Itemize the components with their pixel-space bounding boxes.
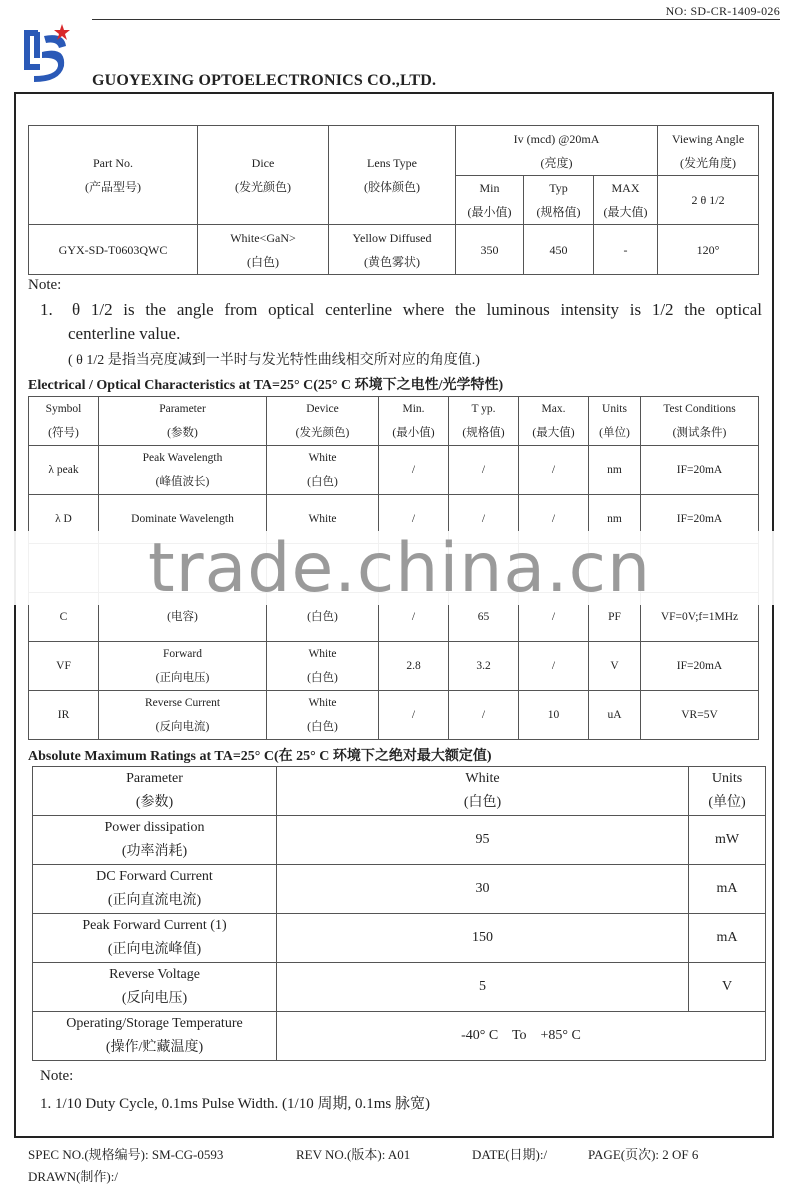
note-line-1: θ 1/2 is the angle from optical centerline where the luminous intensity is 1/2 the optical xyxy=(72,300,762,319)
t2-cell: Reverse Current (反向电流) xyxy=(99,691,267,740)
th-parameter: Parameter (参数) xyxy=(33,767,277,816)
t3-param-cell: Power dissipation (功率消耗) xyxy=(33,816,277,865)
footer-spec-no: SPEC NO.(规格编号): SM-CG-0593 xyxy=(28,1147,224,1162)
t3-unit-cell: mW xyxy=(689,816,766,865)
t2-cell: / xyxy=(519,495,589,544)
th-lens: Lens Type (胶体颜色) xyxy=(329,126,456,225)
t2-cell: V xyxy=(589,642,641,691)
t2-cell: 3.2 xyxy=(449,642,519,691)
t3-value-cell: -40° C To +85° C xyxy=(277,1012,766,1061)
t2-header-cell: Device (发光颜色) xyxy=(267,397,379,446)
t2-cell: / xyxy=(449,446,519,495)
t2-cell: λ D xyxy=(29,495,99,544)
footer-drawn: DRAWN(制作):/ xyxy=(28,1169,118,1184)
t2-cell: / xyxy=(519,593,589,642)
footer-date: DATE(日期):/ xyxy=(472,1147,548,1162)
th-iv: Iv (mcd) @20mA (亮度) xyxy=(456,126,658,176)
t2-cell: Peak Wavelength (峰值波长) xyxy=(99,446,267,495)
t3-param-cell: Operating/Storage Temperature (操作/贮藏温度) xyxy=(33,1012,277,1061)
t2-cell: IR xyxy=(29,691,99,740)
t2-cell: Dominate Wavelength xyxy=(99,495,267,544)
table-row xyxy=(33,1012,766,1061)
note2-label: Note: xyxy=(40,1068,74,1084)
cell-angle: 120° xyxy=(658,225,759,275)
t2-cell: λ peak xyxy=(29,446,99,495)
t3-param-cell: DC Forward Current (正向直流电流) xyxy=(33,865,277,914)
t3-value-cell: 30 xyxy=(277,865,689,914)
t2-cell: White (白色) xyxy=(267,642,379,691)
t2-cell: uA xyxy=(589,691,641,740)
t2-cell: IF=20mA xyxy=(641,446,759,495)
t2-cell: (白色) xyxy=(267,593,379,642)
t2-header-cell: Symbol (符号) xyxy=(29,397,99,446)
t2-cell: / xyxy=(449,495,519,544)
cell-typ: 450 xyxy=(524,225,594,275)
cell-lens: Yellow Diffused (黄色雾状) xyxy=(329,225,456,275)
t3-unit-cell: mA xyxy=(689,865,766,914)
note-number: 1. xyxy=(40,300,53,319)
th-viewing-angle: Viewing Angle (发光角度) xyxy=(658,126,759,176)
note-line-3: ( θ 1/2 是指当亮度减到一半时与发光特性曲线相交所对应的角度值.) xyxy=(68,353,480,368)
cell-min: 350 xyxy=(456,225,524,275)
t2-cell: 10 xyxy=(519,691,589,740)
th-part-no: Part No. (产品型号) xyxy=(29,126,198,225)
t2-cell: / xyxy=(379,495,449,544)
cell-dice: White<GaN> (白色) xyxy=(198,225,329,275)
watermark-band xyxy=(0,529,800,608)
t2-cell: 65 xyxy=(449,593,519,642)
t2-header-cell: Units (单位) xyxy=(589,397,641,446)
t2-header-cell: Max. (最大值) xyxy=(519,397,589,446)
t2-cell: / xyxy=(379,593,449,642)
t2-cell: White xyxy=(267,495,379,544)
t2-cell: White (白色) xyxy=(267,691,379,740)
section-electrical-title: Electrical / Optical Characteristics at TA=25° C(25° C 环境下之电性/光学特性) xyxy=(28,378,504,393)
note-line-2: centerline value. xyxy=(68,324,181,343)
t2-cell: Forward (正向电压) xyxy=(99,642,267,691)
t2-cell: VF xyxy=(29,642,99,691)
t3-value-cell: 150 xyxy=(277,914,689,963)
footer-rev-no: REV NO.(版本): A01 xyxy=(296,1147,411,1162)
t2-cell: VF=0V;f=1MHz xyxy=(641,593,759,642)
note-label: Note: xyxy=(28,277,62,293)
t3-param-cell: Peak Forward Current (1) (正向电流峰值) xyxy=(33,914,277,963)
product-table xyxy=(28,125,759,275)
table-row xyxy=(33,914,766,963)
t2-cell: / xyxy=(379,691,449,740)
table-row xyxy=(29,642,759,691)
table-row xyxy=(33,865,766,914)
t3-value-cell: 95 xyxy=(277,816,689,865)
th-dice: Dice (发光颜色) xyxy=(198,126,329,225)
document-number: NO: SD-CR-1409-026 xyxy=(665,4,780,18)
t2-cell: C xyxy=(29,593,99,642)
t2-cell: / xyxy=(379,446,449,495)
header-rule xyxy=(92,19,780,20)
t2-cell: nm xyxy=(589,446,641,495)
t2-cell: / xyxy=(449,691,519,740)
t2-cell: IF=20mA xyxy=(641,642,759,691)
cell-max: - xyxy=(594,225,658,275)
t2-cell: PF xyxy=(589,593,641,642)
table-row xyxy=(29,691,759,740)
t2-header-cell: Test Conditions (测试条件) xyxy=(641,397,759,446)
t2-cell: IF=20mA xyxy=(641,495,759,544)
th-angle-symbol: 2 θ 1/2 xyxy=(658,176,759,225)
th-typ: Typ (规格值) xyxy=(524,176,594,225)
section-absolute-title: Absolute Maximum Ratings at TA=25° C(在 25° C 环境下之绝对最大额定值) xyxy=(28,749,492,764)
footer-page: PAGE(页次): 2 OF 6 xyxy=(588,1147,699,1162)
t2-header-cell: Parameter (参数) xyxy=(99,397,267,446)
t2-cell: nm xyxy=(589,495,641,544)
th-max: MAX (最大值) xyxy=(594,176,658,225)
note2-line: 1. 1/10 Duty Cycle, 0.1ms Pulse Width. (1/10 周期, 0.1ms 脉宽) xyxy=(40,1096,430,1112)
t2-header-cell: Min. (最小值) xyxy=(379,397,449,446)
table-row xyxy=(29,446,759,495)
company-logo-icon xyxy=(14,22,74,86)
t3-unit-cell: V xyxy=(689,963,766,1012)
table-row xyxy=(33,963,766,1012)
th-min: Min (最小值) xyxy=(456,176,524,225)
t2-cell: / xyxy=(519,642,589,691)
th-white: White (白色) xyxy=(277,767,689,816)
company-name: GUOYEXING OPTOELECTRONICS CO.,LTD. xyxy=(92,72,437,89)
t3-param-cell: Reverse Voltage (反向电压) xyxy=(33,963,277,1012)
t2-cell: 2.8 xyxy=(379,642,449,691)
th-units: Units (单位) xyxy=(689,767,766,816)
t3-value-cell: 5 xyxy=(277,963,689,1012)
watermark-text: trade.china.cn xyxy=(148,529,652,608)
t2-cell: White (白色) xyxy=(267,446,379,495)
t2-cell: (电容) xyxy=(99,593,267,642)
t2-cell: VR=5V xyxy=(641,691,759,740)
absolute-ratings-table xyxy=(32,766,766,1061)
table-row xyxy=(33,816,766,865)
t2-header-cell: T yp. (规格值) xyxy=(449,397,519,446)
cell-part: GYX-SD-T0603QWC xyxy=(29,225,198,275)
t3-unit-cell: mA xyxy=(689,914,766,963)
t2-cell: / xyxy=(519,446,589,495)
